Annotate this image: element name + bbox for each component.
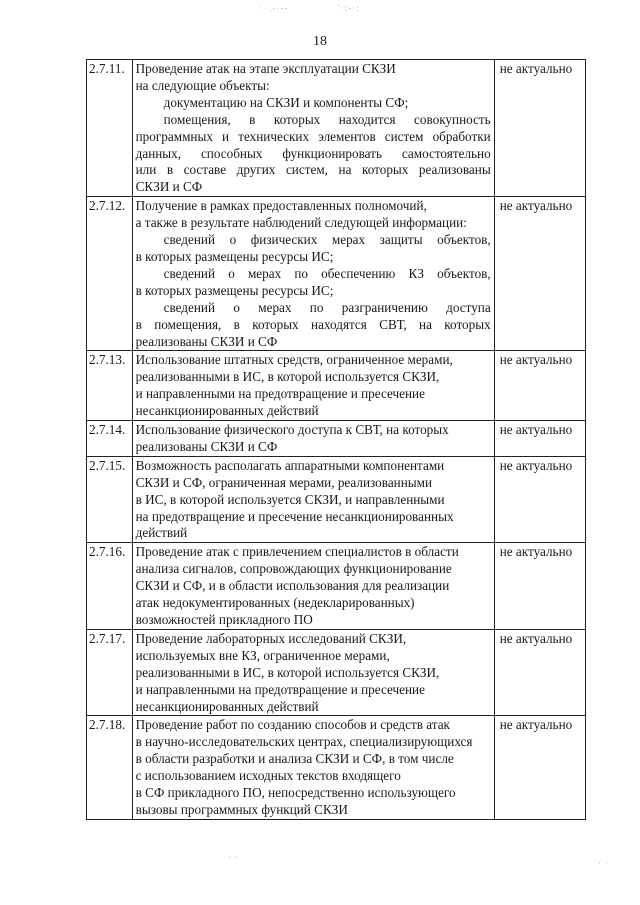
desc-line: СКЗИ и СФ, и в области использования для реализации <box>135 578 450 594</box>
desc-line: в области разработки и анализа СКЗИ и СФ, в том числе <box>135 751 454 767</box>
desc-line: с использованием исходных текстов входящего <box>135 768 401 784</box>
desc-line: Использование физического доступа к СВТ, на которых <box>135 422 449 438</box>
desc-line: или в составе других систем, на которых реализованы <box>135 162 491 178</box>
desc-line: в СФ прикладного ПО, непосредственно использующего <box>135 785 456 801</box>
desc-line: Проведение лабораторных исследований СКЗИ, <box>135 630 407 646</box>
row-number: 2.7.15. <box>87 456 133 543</box>
desc-line: Проведение атак на этапе эксплуатации СКЗИ <box>135 61 396 76</box>
table-row <box>87 629 586 716</box>
desc-line: в ИС, в которой используется СКЗИ, и направленными <box>135 491 445 507</box>
desc-line: сведений о мерах по обеспечению КЗ объектов, <box>163 265 491 281</box>
row-number: 2.7.17. <box>87 629 133 716</box>
row-number: 2.7.14. <box>87 421 133 457</box>
desc-line: СКЗИ и СФ, ограниченная мерами, реализованными <box>135 474 433 490</box>
desc-line: вызовы программных функций СКЗИ <box>135 801 348 817</box>
scan-mark-top-right: '·:-·: <box>338 3 360 13</box>
row-status: не актуально <box>494 197 585 351</box>
table-row <box>87 456 586 543</box>
desc-line: анализа сигналов, сопровождающих функционирование <box>135 561 452 577</box>
row-status: не актуально <box>494 456 585 543</box>
row-description <box>132 60 494 197</box>
desc-line: реализованы СКЗИ и СФ <box>135 333 278 349</box>
row-number: 2.7.12. <box>87 197 133 351</box>
desc-line: в которых размещены ресурсы ИС; <box>135 282 334 298</box>
row-status: не актуально <box>494 716 585 819</box>
scan-mark-bottom-left: · · <box>228 852 240 862</box>
table-row <box>87 421 586 457</box>
desc-line: Возможность располагать аппаратными компонентами <box>135 457 445 473</box>
row-number: 2.7.13. <box>87 351 133 421</box>
desc-line: и направленными на предотвращение и пресечение <box>135 386 425 402</box>
desc-line: атак недокументированных (недекларированных) <box>135 595 415 611</box>
row-description <box>132 543 494 630</box>
desc-line: возможностей прикладного ПО <box>135 612 313 627</box>
row-status: не актуально <box>494 543 585 630</box>
desc-line: используемых вне КЗ, ограниченное мерами, <box>135 647 390 663</box>
row-description <box>132 351 494 421</box>
desc-line: реализованными в ИС, в которой используется СКЗИ, <box>135 664 440 680</box>
table-row <box>87 543 586 630</box>
row-description <box>132 421 494 457</box>
table-row <box>87 716 586 819</box>
desc-line: в научно-исследовательских центрах, специализирующихся <box>135 734 473 750</box>
row-number: 2.7.16. <box>87 543 133 630</box>
desc-line: Проведение атак с привлечением специалистов в области <box>135 544 459 560</box>
desc-line: данных, способных функционировать самостоятельно <box>135 145 491 161</box>
threats-table <box>86 59 586 820</box>
desc-line: реализованы СКЗИ и СФ <box>135 438 278 454</box>
desc-line: Получение в рамках предоставленных полномочий, <box>135 198 427 214</box>
table-row <box>87 60 586 197</box>
table-row <box>87 351 586 421</box>
row-number: 2.7.18. <box>87 716 133 819</box>
desc-line: на следующие объекты: <box>135 77 270 93</box>
row-status: не актуально <box>494 421 585 457</box>
desc-line: Проведение работ по созданию способов и средств атак <box>135 717 450 733</box>
row-status: не актуально <box>494 60 585 197</box>
row-status: не актуально <box>494 629 585 716</box>
desc-line: сведений о мерах по разграничению доступа <box>163 299 491 315</box>
desc-line: на предотвращение и пресечение несанкционированных <box>135 508 454 524</box>
desc-line: в которых размещены ресурсы ИС; <box>135 248 334 264</box>
desc-line: реализованными в ИС, в которой используется СКЗИ, <box>135 369 440 385</box>
desc-line: документацию на СКЗИ и компоненты СФ; <box>163 94 409 110</box>
desc-line: и направленными на предотвращение и пресечение <box>135 681 425 697</box>
desc-line: действий <box>135 525 188 541</box>
desc-line: помещения, в которых находится совокупность <box>163 111 491 127</box>
desc-line: а также в результате наблюдений следующей информации: <box>135 215 467 231</box>
desc-line: несанкционированных действий <box>135 403 319 419</box>
row-status: не актуально <box>494 351 585 421</box>
desc-line: Использование штатных средств, ограниченное мерами, <box>135 352 453 368</box>
desc-line: СКЗИ и СФ <box>135 179 203 195</box>
desc-line: программных и технических элементов систем обработки <box>135 128 491 144</box>
page-number: 18 <box>313 34 327 49</box>
desc-line: несанкционированных действий <box>135 698 319 714</box>
table-row <box>87 197 586 351</box>
row-description <box>132 716 494 819</box>
desc-line: в помещения, в которых находятся СВТ, на которых <box>135 316 491 332</box>
desc-line: сведений о физических мерах защиты объектов, <box>163 232 491 248</box>
scan-mark-bottom-right: · · <box>598 858 610 868</box>
row-description <box>132 197 494 351</box>
scan-mark-top-left: · ·.-·-- <box>258 3 289 13</box>
row-number: 2.7.11. <box>87 60 133 197</box>
row-description <box>132 629 494 716</box>
row-description <box>132 456 494 543</box>
